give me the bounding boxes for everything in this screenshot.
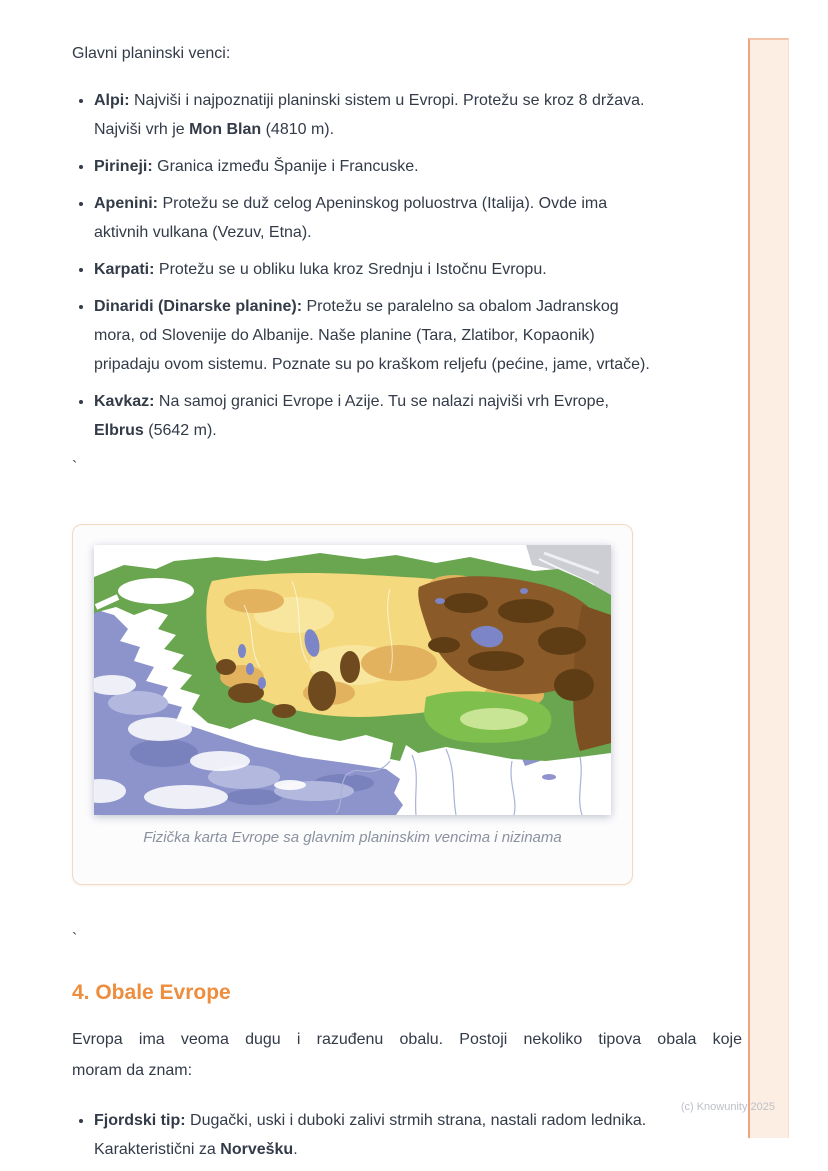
section-paragraph [72,1024,742,1086]
list-item-pirineji: • Pirineji: Granica između Španije i Francuske. [94,152,656,181]
list-item-apenini: • Apenini: Protežu se duž celog Apeninskog poluostrva (Italija). Ovde ima aktivnih vulkana (Vezuv, Etna). [94,189,656,247]
relief-map-graphic [94,545,611,815]
figure-caption: Fizička karta Evrope sa glavnim planinskim vencima i nizinama [143,829,562,846]
list-item-alpi: • Alpi: Najviši i najpoznatiji planinski sistem u Evropi. Protežu se kroz 8 država. Najviši vrh je Mon Blan (4810 m). [94,86,656,144]
list-item-kavkaz: • Kavkaz: Na samoj granici Evrope i Azije. Tu se nalazi najviši vrh Evrope, Elbrus (5642 m). [94,387,656,445]
stray-backtick-1: ` [72,459,78,476]
list-item-dinaridi: • Dinaridi (Dinarske planine): Protežu se paralelno sa obalom Jadranskog mora, od Slovenije do Albanije. Naše planine (Tara, Zlatibor, Kopaonik) pripadaju ovom sistemu. Poznate su po kraškom reljefu (pećine, jame, vrtače). [94,292,656,379]
paragraph-line-1: Evropa ima veoma dugu i razuđenu obalu. Postoji nekoliko tipova obala koje [72,1031,742,1048]
physical-map-image [94,545,611,815]
list-item-fjordski-tip: • Fjordski tip: Dugački, uski i duboki zalivi strmih strana, nastali radom lednika. Karakteristični za Norvešku. [94,1106,656,1164]
paragraph-line-2: moram da znam: [72,1062,193,1079]
section-heading: 4. Obale Evrope [72,981,231,1004]
list-item-karpati: • Karpati: Protežu se u obliku luka kroz Srednju i Istočnu Evropu. [94,255,656,284]
mountain-ranges-list [72,86,744,445]
stray-backtick-2: ` [72,931,78,948]
right-accent-bar [748,38,789,1138]
intro-line: Glavni planinski venci: [72,45,231,62]
page-content [72,42,744,1171]
footer-credit: (c) Knowunity 2025 [680,1101,775,1113]
coast-types-list [72,1106,744,1164]
figure-card [72,524,633,885]
